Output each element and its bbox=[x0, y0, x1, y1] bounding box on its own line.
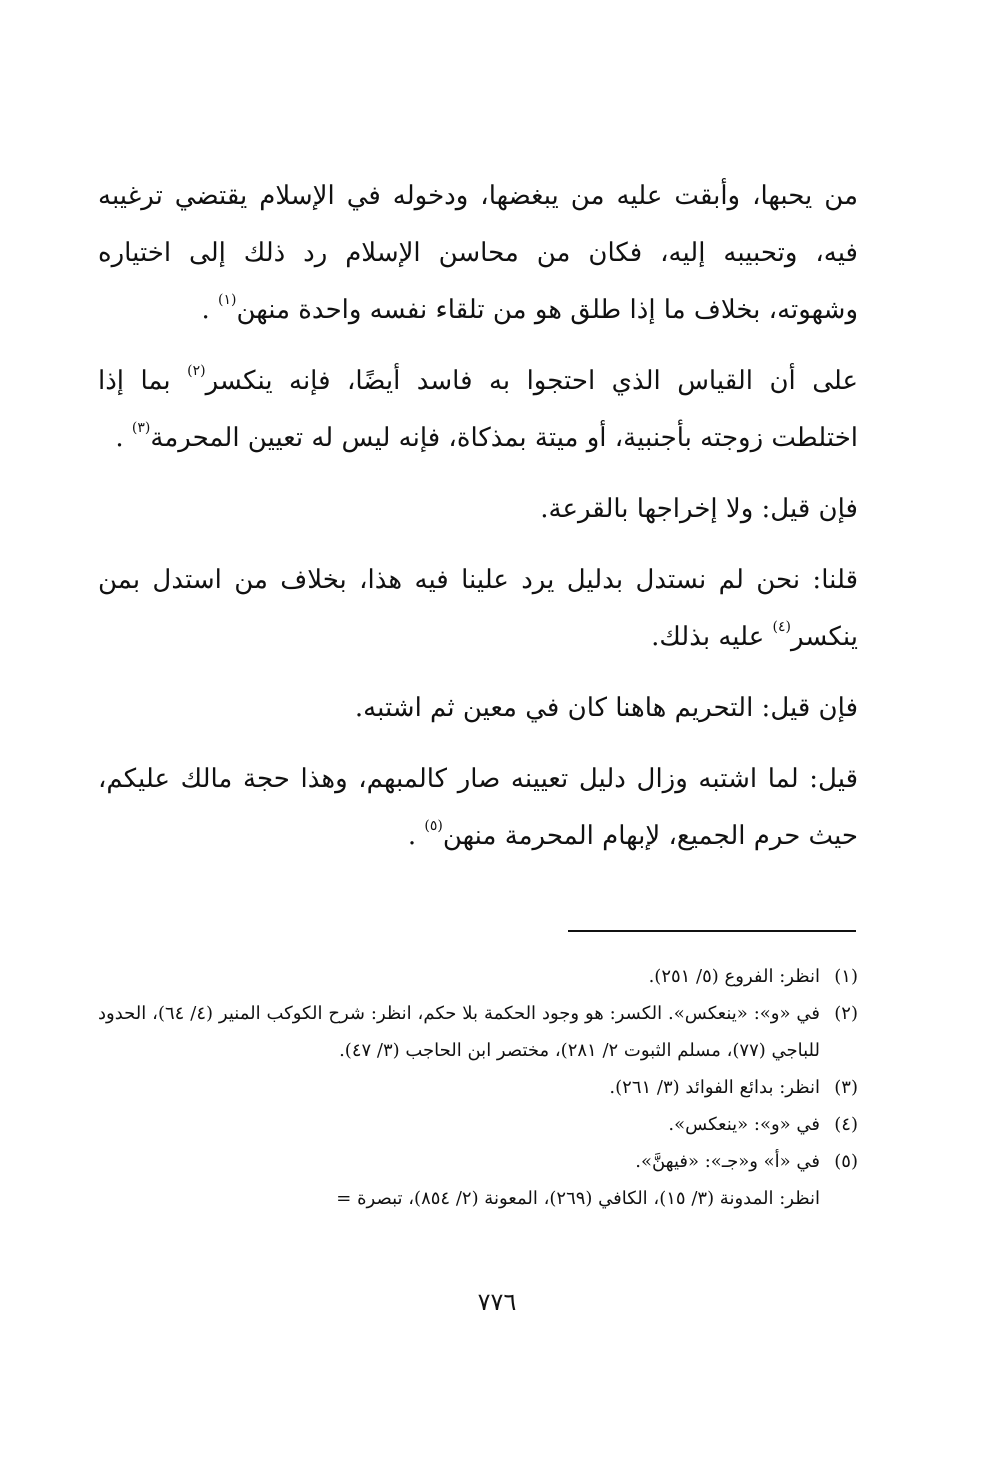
paragraph-end: . bbox=[407, 821, 425, 851]
footnote-text: في «و»: «ينعكس». bbox=[668, 1114, 820, 1135]
footnote-text: انظر: الفروع (٥/ ٢٥١). bbox=[648, 966, 820, 987]
footnote-separator bbox=[568, 930, 856, 932]
paragraph-end: . bbox=[201, 295, 219, 325]
footnote-ref-5[interactable]: (٥) bbox=[424, 818, 443, 834]
paragraph-3: فإن قيل: ولا إخراجها بالقرعة. bbox=[540, 494, 858, 524]
paragraph-2 bbox=[98, 353, 858, 467]
footnote-4 bbox=[98, 1106, 858, 1143]
paragraph-text: من يحبها، وأبقت عليه من يبغضها، ودخوله في الإسلام يقتضي ترغيبه فيه، وتحبيبه إليه، فكان من محاسن الإسلام رد ذلك إلى اختياره وشهوته، بخلاف ما إذا طلق هو من تلقاء نفسه واحدة منهن bbox=[98, 181, 858, 325]
paragraph-5: فإن قيل: التحريم هاهنا كان في معين ثم اشتبه. bbox=[354, 693, 858, 723]
paragraph-text: قيل: لما اشتبه وزال دليل تعيينه صار كالمبهم، وهذا حجة مالك عليكم، حيث حرم الجميع، لإبهام المحرمة منهن bbox=[98, 764, 858, 851]
footnote-text: في «و»: «ينعكس». الكسر: هو وجود الحكمة بلا حكم، انظر: شرح الكوكب المنير (٤/ ٦٤)، الحدود للباجي (٧٧)، مسلم الثبوت ٢/ ٢٨١)، مختصر ابن الحاجب (٣/ ٤٧). bbox=[98, 1003, 820, 1061]
footnote-ref-2[interactable]: (٢) bbox=[187, 363, 206, 379]
paragraph-6 bbox=[98, 751, 858, 865]
footnote-number: (٣) bbox=[834, 1077, 858, 1098]
footnote-number: (١) bbox=[834, 966, 858, 987]
footnote-3 bbox=[98, 1069, 858, 1106]
footnote-number: (٥) bbox=[834, 1151, 858, 1172]
footnote-1 bbox=[98, 958, 858, 995]
footnote-ref-4[interactable]: (٤) bbox=[772, 619, 792, 635]
paragraph-text: قلنا: نحن لم نستدل بدليل يرد علينا فيه هذا، بخلاف من استدل بمن ينكسر bbox=[98, 565, 858, 652]
paragraph-text: بما إذا اختلطت زوجته بأجنبية، أو ميتة بمذكاة، فإنه ليس له تعيين المحرمة bbox=[98, 366, 858, 453]
paragraph-text: على أن القياس الذي احتجوا به فاسد أيضًا، فإنه ينكسر bbox=[205, 366, 858, 396]
footnote-text: انظر: بدائع الفوائد (٣/ ٢٦١). bbox=[609, 1077, 820, 1098]
footnote-text: في «أ» و«جـ»: «فيهنَّ». bbox=[635, 1151, 820, 1172]
paragraph-text: عليه بذلك. bbox=[651, 622, 773, 652]
footnotes bbox=[98, 958, 858, 1217]
footnote-number: (٢) bbox=[834, 1003, 858, 1024]
footnote-continuation: انظر: المدونة (٣/ ١٥)، الكافي (٢٦٩)، المعونة (٢/ ٨٥٤)، تبصرة = bbox=[336, 1188, 820, 1209]
paragraph-1 bbox=[98, 168, 858, 339]
paragraph-end: . bbox=[115, 423, 132, 453]
paragraph-4 bbox=[98, 552, 858, 666]
main-text bbox=[98, 168, 858, 879]
footnote-2 bbox=[98, 995, 858, 1069]
footnote-ref-1[interactable]: (١) bbox=[218, 292, 237, 308]
page-number: ٧٧٦ bbox=[477, 1288, 517, 1316]
footnote-5 bbox=[98, 1143, 858, 1180]
footnote-ref-3[interactable]: (٣) bbox=[131, 420, 151, 436]
footnote-number: (٤) bbox=[834, 1114, 858, 1135]
